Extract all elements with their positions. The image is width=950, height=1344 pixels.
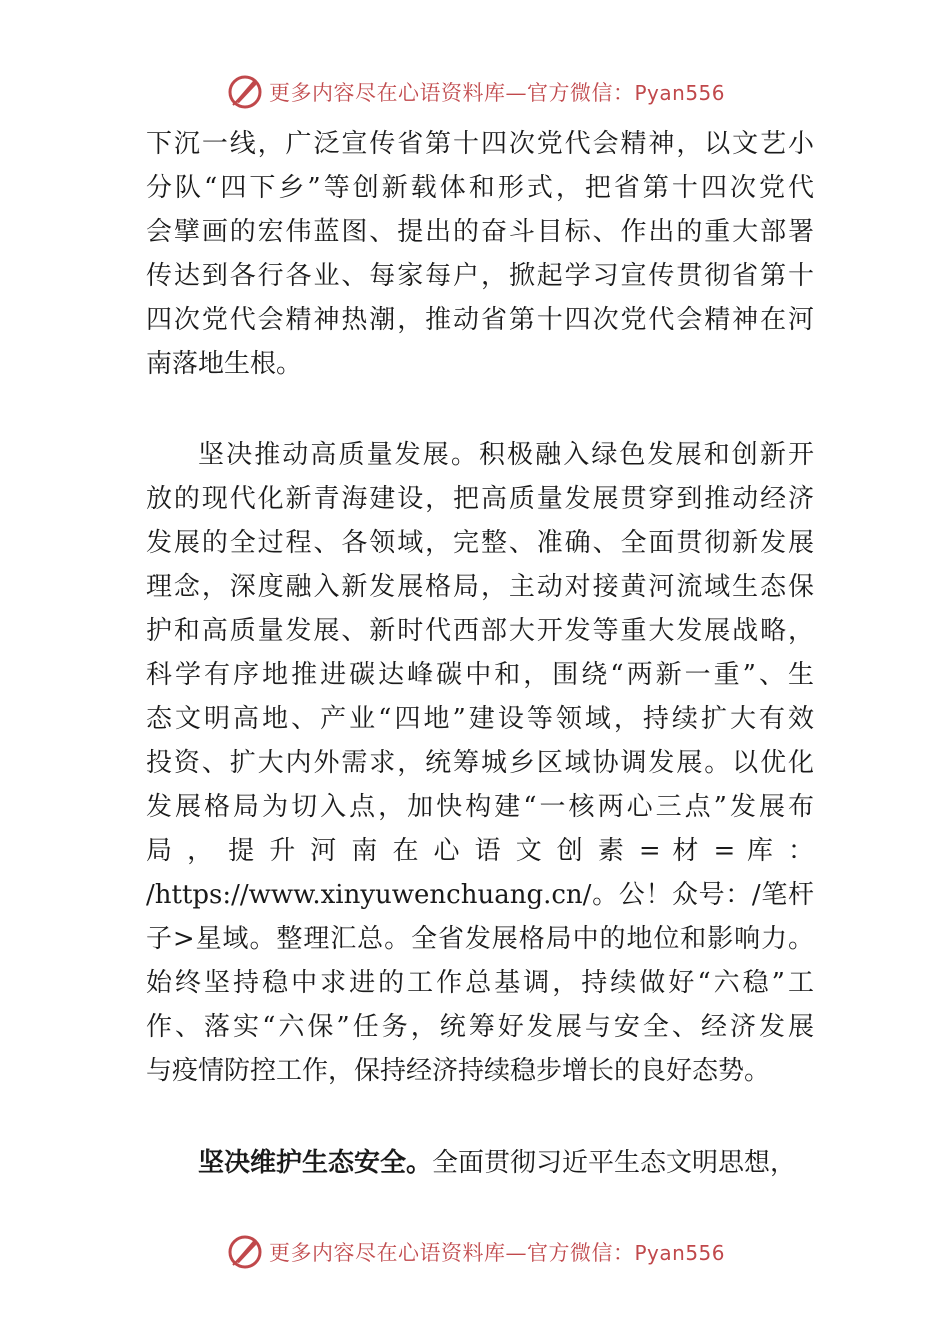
text-line: 分队“四下乡”等创新载体和形式，把省第十四次党代 (146, 173, 814, 203)
watermark-handle: Pyan556 (634, 81, 725, 105)
paragraph-text: 全面贯彻习近平生态文明思想， (432, 1148, 797, 1178)
text-line: 下沉一线，广泛宣传省第十四次党代会精神，以文艺小 (146, 129, 814, 159)
text-line: 放的现代化新青海建设，把高质量发展贯穿到推动经济 (146, 484, 814, 514)
footer-watermark (0, 1232, 950, 1272)
quill-logo-icon (225, 72, 265, 112)
text-line: 投资、扩大内外需求，统筹城乡区域协调发展。以优化 (146, 748, 814, 778)
quill-logo-icon (225, 1232, 265, 1272)
header-watermark (0, 72, 950, 112)
paragraph-first-line: 坚决推动高质量发展。积极融入绿色发展和创新开 (198, 440, 814, 470)
text-line: 发展格局为切入点，加快构建“一核两心三点”发展布 (146, 792, 814, 822)
text-line: 科学有序地推进碳达峰碳中和，围绕“两新一重”、生 (146, 660, 814, 690)
section-heading: 坚决维护生态安全。 (198, 1148, 433, 1178)
text-line: 局 ， 提 升 河 南 在 心 语 文 创 素 = 材 = 库 ： (146, 836, 814, 866)
text-line: 理念，深度融入新发展格局，主动对接黄河流域生态保 (146, 572, 814, 602)
text-line: 子>星域。整理汇总。全省发展格局中的地位和影响力。 (146, 924, 814, 954)
watermark-handle: Pyan556 (634, 1241, 725, 1265)
text-line: 传达到各行各业、每家每户，掀起学习宣传贯彻省第十 (146, 261, 814, 291)
text-line: 态文明高地、产业“四地”建设等领域，持续扩大有效 (146, 704, 814, 734)
watermark-text: 更多内容尽在心语资料库—官方微信：Pyan556 (268, 81, 725, 105)
text-line: 发展的全过程、各领域，完整、准确、全面贯彻新发展 (146, 528, 814, 558)
text-line: 会擘画的宏伟蓝图、提出的奋斗目标、作出的重大部署 (146, 217, 814, 247)
text-line: 四次党代会精神热潮，推动省第十四次党代会精神在河 (146, 305, 814, 335)
text-line: 与疫情防控工作，保持经济持续稳步增长的良好态势。 (146, 1056, 771, 1086)
text-line: 作、落实“六保”任务，统筹好发展与安全、经济发展 (146, 1012, 814, 1042)
watermark-text: 更多内容尽在心语资料库—官方微信：Pyan556 (268, 1241, 725, 1265)
text-line: 南落地生根。 (146, 349, 303, 379)
paragraph-first-line (198, 1147, 814, 1179)
text-line: 始终坚持稳中求进的工作总基调，持续做好“六稳”工 (146, 968, 814, 998)
text-line: 护和高质量发展、新时代西部大开发等重大发展战略， (146, 616, 814, 646)
text-line: /https://www.xinyuwenchuang.cn/。公！众号：/笔杆 (146, 880, 814, 910)
